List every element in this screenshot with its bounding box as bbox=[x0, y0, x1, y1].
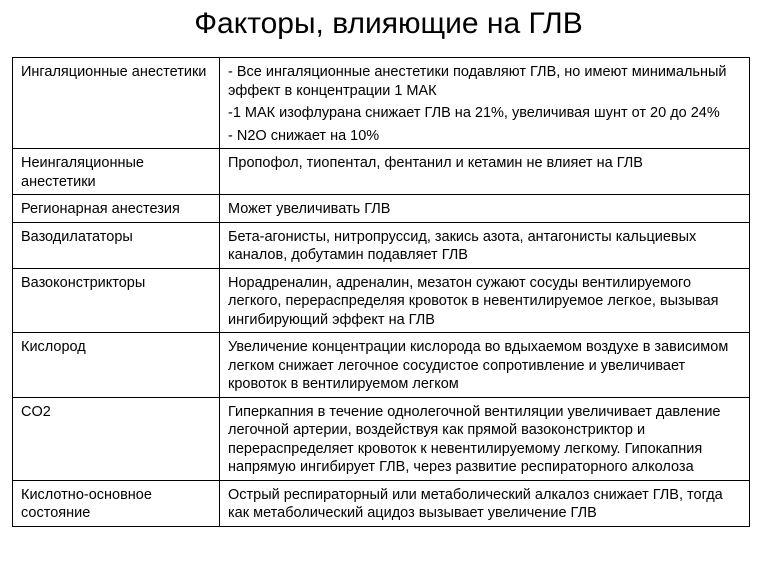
effect-text: -1 МАК изофлурана снижает ГЛВ на 21%, увеличивая шунт от 20 до 24% bbox=[228, 105, 720, 121]
effect-text: Острый респираторный или метаболический алкалоз снижает ГЛВ, тогда как метаболический ацидоз вызывает увеличение ГЛВ bbox=[228, 486, 723, 521]
effect-text: Может увеличивать ГЛВ bbox=[228, 201, 391, 217]
table-row bbox=[13, 58, 750, 149]
effect-cell bbox=[220, 222, 750, 268]
factor-cell: Неингаляционные анестетики bbox=[13, 149, 220, 195]
effect-text: Увеличение концентрации кислорода во вдыхаемом воздухе в зависимом легком снижает легочное сосудистое сопротивление и увеличивает кровоток в вентилируемом легком bbox=[228, 339, 729, 392]
table-row bbox=[13, 480, 750, 526]
factor-cell: CO2 bbox=[13, 397, 220, 480]
table-row bbox=[13, 149, 750, 195]
factor-cell: Ингаляционные анестетики bbox=[13, 58, 220, 149]
effect-text: Бета-агонисты, нитропруссид, закись азота, антагонисты кальциевых каналов, добутамин подавляет ГЛВ bbox=[228, 228, 697, 263]
factor-cell: Кислород bbox=[13, 333, 220, 398]
effect-cell bbox=[220, 58, 750, 149]
table-row bbox=[13, 333, 750, 398]
table-row bbox=[13, 195, 750, 223]
factor-cell: Вазодилататоры bbox=[13, 222, 220, 268]
factors-table bbox=[12, 57, 750, 527]
effect-text: - Все ингаляционные анестетики подавляют ГЛВ, но имеют минимальный эффект в концентрации 1 МАК bbox=[228, 64, 727, 99]
table-row bbox=[13, 268, 750, 333]
effect-cell bbox=[220, 268, 750, 333]
page-title: Факторы, влияющие на ГЛВ bbox=[194, 7, 583, 40]
effect-text: Гиперкапния в течение однолегочной вентиляции увеличивает давление легочной артерии, воздействуя как прямой вазоконстриктор и перераспределяет кровоток к невентилируемому легкому. Гипокапния напрямую ингибирует ГЛВ, через развитие респираторного алколоза bbox=[228, 403, 721, 475]
factor-cell: Вазоконстрикторы bbox=[13, 268, 220, 333]
factor-cell: Регионарная анестезия bbox=[13, 195, 220, 223]
effect-text: - N2O снижает на 10% bbox=[228, 127, 380, 144]
effect-text: Пропофол, тиопентал, фентанил и кетамин не влияет на ГЛВ bbox=[228, 155, 643, 171]
factor-cell: Кислотно-основное состояние bbox=[13, 480, 220, 526]
effect-text: Норадреналин, адреналин, мезатон сужают сосуды вентилируемого легкого, перераспределяя кровоток в невентилируемое легкое, вызывая ингибирующий эффект на ГЛВ bbox=[228, 274, 719, 328]
effect-cell bbox=[220, 480, 750, 526]
effect-cell bbox=[220, 397, 750, 480]
table-row bbox=[13, 222, 750, 268]
effect-cell bbox=[220, 149, 750, 195]
effect-cell bbox=[220, 195, 750, 223]
table-row bbox=[13, 397, 750, 480]
effect-cell bbox=[220, 333, 750, 398]
